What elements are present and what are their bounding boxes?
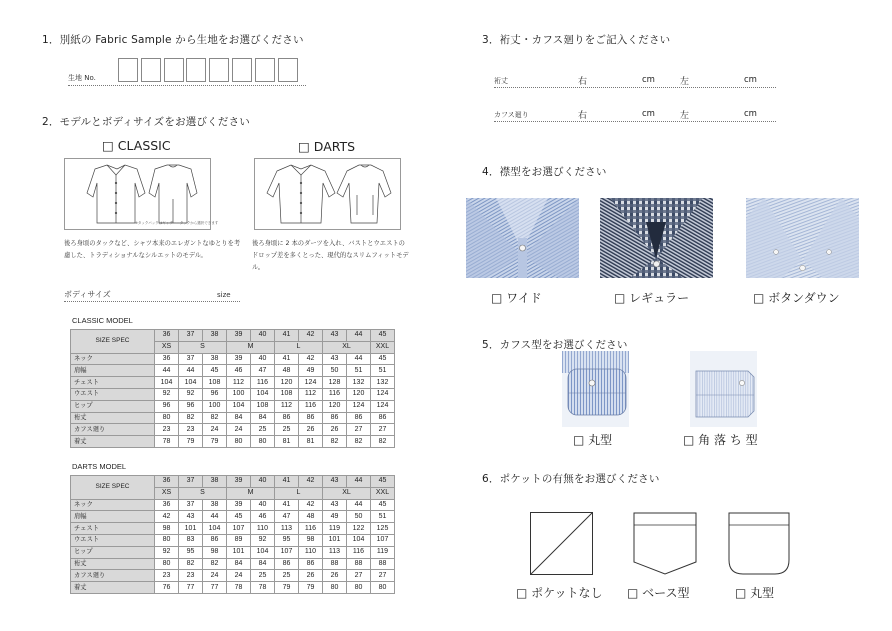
table-cell: 81 — [275, 436, 299, 448]
fabric-digit-box[interactable] — [255, 58, 275, 82]
table-cell: 25 — [275, 424, 299, 436]
table-cell: 92 — [179, 388, 203, 400]
table-cell: 23 — [155, 424, 179, 436]
table-row — [71, 546, 395, 558]
table-cell: 80 — [155, 558, 179, 570]
size-header: 39 — [227, 330, 251, 342]
table-row — [71, 558, 395, 570]
table-cell: 45 — [227, 511, 251, 523]
table-cell: 23 — [179, 424, 203, 436]
table-row — [71, 534, 395, 546]
darts-option[interactable]: □ DARTS — [298, 139, 356, 154]
table-row — [71, 412, 395, 424]
size-spec-header: SIZE SPEC — [71, 476, 155, 500]
size-group: S — [179, 341, 227, 353]
cuff-angled-photo[interactable] — [690, 351, 757, 427]
table-cell: 86 — [323, 412, 347, 424]
table-cell: 88 — [347, 558, 371, 570]
table-cell: 24 — [227, 570, 251, 582]
table-cell: 39 — [227, 499, 251, 511]
collar-regular-option[interactable]: □ レギュラー — [614, 291, 690, 305]
fabric-digit-box[interactable] — [164, 58, 184, 82]
table-cell: 49 — [299, 365, 323, 377]
table-row — [71, 388, 395, 400]
table-cell: 101 — [227, 546, 251, 558]
table-cell: 43 — [323, 499, 347, 511]
table-cell: 80 — [251, 436, 275, 448]
fabric-digit-box[interactable] — [118, 58, 138, 82]
row-label: ウエスト — [71, 534, 155, 546]
table-cell: 86 — [299, 558, 323, 570]
row-label: 肩幅 — [71, 511, 155, 523]
table-cell: 79 — [275, 582, 299, 594]
table-cell: 82 — [371, 436, 395, 448]
table-cell: 108 — [275, 388, 299, 400]
table-cell: 27 — [371, 424, 395, 436]
fabric-digit-box[interactable] — [209, 58, 229, 82]
table-cell: 23 — [179, 570, 203, 582]
size-group: XS — [155, 487, 179, 499]
table-cell: 98 — [299, 534, 323, 546]
size-group: M — [227, 341, 275, 353]
table-cell: 47 — [275, 511, 299, 523]
table-cell: 84 — [251, 558, 275, 570]
table-row — [71, 400, 395, 412]
table-cell: 39 — [227, 353, 251, 365]
table-cell: 104 — [203, 523, 227, 535]
table-cell: 41 — [275, 499, 299, 511]
table-cell: 45 — [371, 353, 395, 365]
table-cell: 37 — [179, 499, 203, 511]
table-cell: 44 — [347, 499, 371, 511]
table-cell: 124 — [299, 377, 323, 389]
table-cell: 82 — [323, 436, 347, 448]
table-cell: 92 — [251, 534, 275, 546]
table-cell: 84 — [227, 558, 251, 570]
table-cell: 101 — [179, 523, 203, 535]
table-cell: 116 — [347, 546, 371, 558]
table-cell: 80 — [227, 436, 251, 448]
size-header: 41 — [275, 476, 299, 488]
darts-size-table — [70, 475, 395, 594]
pocket-base-illustration[interactable] — [633, 512, 697, 575]
cm-unit: cm — [744, 75, 757, 85]
cm-unit: cm — [642, 109, 655, 119]
table-cell: 96 — [179, 400, 203, 412]
table-cell: 107 — [227, 523, 251, 535]
table-cell: 50 — [347, 511, 371, 523]
size-header: 43 — [323, 330, 347, 342]
size-group: L — [275, 341, 323, 353]
table-cell: 104 — [251, 388, 275, 400]
table-row — [71, 436, 395, 448]
table-cell: 51 — [371, 365, 395, 377]
size-group: XL — [323, 341, 371, 353]
table-cell: 25 — [251, 570, 275, 582]
table-cell: 82 — [179, 558, 203, 570]
table-row — [71, 499, 395, 511]
table-cell: 96 — [155, 400, 179, 412]
section-4-title: 4．襟型をお選びください — [482, 166, 607, 178]
table-cell: 80 — [155, 534, 179, 546]
table-cell: 80 — [155, 412, 179, 424]
table-cell: 82 — [179, 412, 203, 424]
classic-option[interactable]: □ CLASSIC — [102, 138, 171, 153]
size-header: 40 — [251, 330, 275, 342]
table-cell: 82 — [203, 412, 227, 424]
row-label: チェスト — [71, 377, 155, 389]
table-cell: 27 — [347, 570, 371, 582]
size-header: 38 — [203, 476, 227, 488]
fabric-digit-box[interactable] — [232, 58, 252, 82]
pocket-round-illustration[interactable] — [728, 512, 790, 575]
table-cell: 107 — [371, 534, 395, 546]
table-cell: 98 — [155, 523, 179, 535]
table-cell: 86 — [299, 412, 323, 424]
table-cell: 86 — [371, 412, 395, 424]
table-cell: 86 — [203, 534, 227, 546]
row-label: ウエスト — [71, 388, 155, 400]
table-cell: 27 — [347, 424, 371, 436]
size-header: 36 — [155, 330, 179, 342]
table-cell: 92 — [155, 546, 179, 558]
table-cell: 125 — [371, 523, 395, 535]
table-cell: 124 — [371, 388, 395, 400]
row-label: 着丈 — [71, 582, 155, 594]
table-cell: 104 — [155, 377, 179, 389]
table-cell: 26 — [323, 570, 347, 582]
table-cell: 112 — [227, 377, 251, 389]
table-cell: 25 — [275, 570, 299, 582]
table-cell: 84 — [251, 412, 275, 424]
table-cell: 24 — [203, 570, 227, 582]
table-cell: 43 — [179, 511, 203, 523]
size-group: XL — [323, 487, 371, 499]
collar-wide-option[interactable]: □ ワイド — [491, 291, 542, 305]
table-cell: 116 — [251, 377, 275, 389]
section-1-title: 1．別紙の Fabric Sample から生地をお選びください — [42, 34, 304, 46]
cuff-circumference-field[interactable] — [494, 108, 776, 122]
table-cell: 24 — [227, 424, 251, 436]
wide-collar-icon — [466, 198, 579, 278]
collar-regular-photo[interactable] — [600, 198, 713, 278]
sleeve-length-field[interactable] — [494, 74, 776, 88]
right-label: 右 — [578, 111, 588, 121]
darts-shirt-illustration — [254, 158, 401, 230]
size-group: XS — [155, 341, 179, 353]
table-cell: 83 — [179, 534, 203, 546]
table-cell: 44 — [347, 353, 371, 365]
table-cell: 26 — [323, 424, 347, 436]
table-cell: 38 — [203, 353, 227, 365]
classic-illustration-note: ※タックバックはギャザー・タックから選択できます — [135, 221, 219, 225]
no-pocket-icon — [530, 512, 593, 575]
size-header: 43 — [323, 476, 347, 488]
sleeve-length-label: 裄丈 — [494, 77, 508, 85]
table-cell: 36 — [155, 353, 179, 365]
table-cell: 124 — [347, 400, 371, 412]
table-cell: 45 — [203, 365, 227, 377]
table-cell: 38 — [203, 499, 227, 511]
table-cell: 46 — [227, 365, 251, 377]
table-cell: 44 — [155, 365, 179, 377]
table-cell: 77 — [179, 582, 203, 594]
round-cuff-icon — [562, 351, 629, 427]
fabric-number-label: 生地 No. — [68, 74, 96, 82]
cm-unit: cm — [642, 75, 655, 85]
table-cell: 76 — [155, 582, 179, 594]
table-cell: 79 — [299, 582, 323, 594]
fabric-digit-box[interactable] — [186, 58, 206, 82]
table-cell: 40 — [251, 353, 275, 365]
table-cell: 132 — [371, 377, 395, 389]
size-header: 36 — [155, 476, 179, 488]
row-label: ネック — [71, 353, 155, 365]
table-cell: 81 — [299, 436, 323, 448]
table-cell: 116 — [299, 400, 323, 412]
pocket-none-option[interactable]: □ ポケットなし — [516, 586, 603, 600]
table-cell: 45 — [371, 499, 395, 511]
table-cell: 78 — [227, 582, 251, 594]
table-cell: 78 — [251, 582, 275, 594]
table-cell: 42 — [155, 511, 179, 523]
table-cell: 86 — [275, 412, 299, 424]
left-label: 左 — [680, 111, 690, 121]
section-2-title: 2．モデルとボディサイズをお選びください — [42, 116, 250, 128]
pocket-base-option[interactable]: □ ベース型 — [627, 586, 690, 600]
size-group: L — [275, 487, 323, 499]
darts-description: 後ろ身頃に 2 本のダーツを入れ、バストとウエストのドロップ差を多くとった、現代的なスリムフィットモデル。 — [252, 240, 409, 271]
table-cell: 37 — [179, 353, 203, 365]
table-cell: 122 — [347, 523, 371, 535]
row-label: カフス廻り — [71, 570, 155, 582]
row-label: ヒップ — [71, 400, 155, 412]
table-cell: 88 — [371, 558, 395, 570]
table-cell: 44 — [203, 511, 227, 523]
cuff-angled-option[interactable]: □ 角 落 ち 型 — [683, 433, 758, 447]
classic-shirt-illustration — [64, 158, 219, 230]
table-row — [71, 424, 395, 436]
table-cell: 107 — [275, 546, 299, 558]
table-cell: 77 — [203, 582, 227, 594]
fabric-digit-box[interactable] — [278, 58, 298, 82]
classic-table-title: CLASSIC MODEL — [72, 316, 133, 325]
size-table — [70, 329, 395, 448]
table-cell: 41 — [275, 353, 299, 365]
table-cell: 51 — [371, 511, 395, 523]
table-row — [71, 523, 395, 535]
row-label: チェスト — [71, 523, 155, 535]
size-unit-label: size — [217, 291, 231, 299]
table-cell: 104 — [347, 534, 371, 546]
table-cell: 104 — [179, 377, 203, 389]
table-cell: 48 — [275, 365, 299, 377]
row-label: カフス廻り — [71, 424, 155, 436]
table-cell: 80 — [347, 582, 371, 594]
table-cell: 112 — [275, 400, 299, 412]
darts-table-title: DARTS MODEL — [72, 462, 127, 471]
table-cell: 86 — [275, 558, 299, 570]
classic-description: 後ろ身頃のタックなど、シャツ本来のエレガントなゆとりを考慮した、トラディショナルなシルエットのモデル。 — [64, 240, 241, 259]
size-table — [70, 475, 395, 594]
table-cell: 84 — [227, 412, 251, 424]
body-size-field[interactable] — [64, 288, 240, 302]
table-cell: 132 — [347, 377, 371, 389]
table-cell: 46 — [251, 511, 275, 523]
size-group: XXL — [371, 487, 395, 499]
table-cell: 47 — [251, 365, 275, 377]
table-cell: 79 — [179, 436, 203, 448]
table-cell: 78 — [155, 436, 179, 448]
table-row — [71, 353, 395, 365]
size-group: S — [179, 487, 227, 499]
table-cell: 100 — [203, 400, 227, 412]
table-cell: 96 — [203, 388, 227, 400]
table-cell: 119 — [371, 546, 395, 558]
table-cell: 44 — [179, 365, 203, 377]
table-cell: 100 — [227, 388, 251, 400]
size-header: 45 — [371, 330, 395, 342]
regular-collar-icon — [600, 198, 713, 278]
table-cell: 120 — [275, 377, 299, 389]
table-row — [71, 377, 395, 389]
table-cell: 101 — [323, 534, 347, 546]
size-header: 37 — [179, 476, 203, 488]
table-row — [71, 511, 395, 523]
section-3-title: 3．裄丈・カフス廻りをご記入ください — [482, 34, 671, 46]
size-header: 45 — [371, 476, 395, 488]
size-header: 42 — [299, 330, 323, 342]
cm-unit: cm — [744, 109, 757, 119]
size-header: 40 — [251, 476, 275, 488]
table-cell: 128 — [323, 377, 347, 389]
table-cell: 24 — [203, 424, 227, 436]
size-group: XXL — [371, 341, 395, 353]
row-label: 裄丈 — [71, 558, 155, 570]
cuff-round-option[interactable]: □ 丸型 — [573, 433, 613, 447]
body-size-label: ボディサイズ — [64, 290, 111, 299]
table-row — [71, 582, 395, 594]
table-cell: 86 — [347, 412, 371, 424]
table-cell: 113 — [275, 523, 299, 535]
size-header: 44 — [347, 330, 371, 342]
table-cell: 88 — [323, 558, 347, 570]
table-cell: 113 — [323, 546, 347, 558]
classic-size-table — [70, 329, 395, 448]
size-spec-header: SIZE SPEC — [71, 330, 155, 354]
table-cell: 25 — [251, 424, 275, 436]
size-header: 41 — [275, 330, 299, 342]
table-cell: 49 — [323, 511, 347, 523]
table-cell: 108 — [251, 400, 275, 412]
right-label: 右 — [578, 77, 588, 87]
pocket-round-option[interactable]: □ 丸型 — [735, 586, 775, 600]
table-cell: 95 — [275, 534, 299, 546]
section-6-title: 6．ポケットの有無をお選びください — [482, 473, 660, 485]
collar-buttondown-photo[interactable] — [746, 198, 859, 278]
table-row — [71, 365, 395, 377]
table-cell: 89 — [227, 534, 251, 546]
base-pocket-icon — [633, 512, 697, 575]
table-cell: 95 — [179, 546, 203, 558]
table-row — [71, 570, 395, 582]
button-down-collar-icon — [746, 198, 859, 278]
table-cell: 43 — [323, 353, 347, 365]
cuff-round-photo[interactable] — [562, 351, 629, 427]
table-cell: 36 — [155, 499, 179, 511]
row-label: 肩幅 — [71, 365, 155, 377]
table-cell: 42 — [299, 499, 323, 511]
table-cell: 108 — [203, 377, 227, 389]
angled-cuff-icon — [690, 351, 757, 427]
table-cell: 48 — [299, 511, 323, 523]
table-cell: 98 — [203, 546, 227, 558]
table-cell: 82 — [203, 558, 227, 570]
round-pocket-icon — [728, 512, 790, 575]
table-cell: 51 — [347, 365, 371, 377]
shirt-icon — [255, 159, 402, 231]
table-cell: 23 — [155, 570, 179, 582]
size-header: 37 — [179, 330, 203, 342]
left-label: 左 — [680, 77, 690, 87]
table-cell: 104 — [251, 546, 275, 558]
cuff-circumference-label: カフス廻り — [494, 111, 529, 119]
table-cell: 110 — [299, 546, 323, 558]
table-cell: 116 — [323, 388, 347, 400]
table-cell: 112 — [299, 388, 323, 400]
table-cell: 92 — [155, 388, 179, 400]
size-header: 39 — [227, 476, 251, 488]
table-cell: 80 — [371, 582, 395, 594]
section-5-title: 5．カフス型をお選びください — [482, 339, 628, 351]
table-cell: 27 — [371, 570, 395, 582]
table-cell: 119 — [323, 523, 347, 535]
size-group: M — [227, 487, 275, 499]
row-label: 裄丈 — [71, 412, 155, 424]
table-cell: 110 — [251, 523, 275, 535]
row-label: ネック — [71, 499, 155, 511]
pocket-none-illustration[interactable] — [530, 512, 593, 575]
table-cell: 82 — [347, 436, 371, 448]
table-cell: 80 — [323, 582, 347, 594]
collar-wide-photo[interactable] — [466, 198, 579, 278]
size-header: 42 — [299, 476, 323, 488]
size-header: 44 — [347, 476, 371, 488]
table-cell: 124 — [371, 400, 395, 412]
collar-buttondown-option[interactable]: □ ボタンダウン — [753, 291, 840, 305]
table-cell: 42 — [299, 353, 323, 365]
table-cell: 26 — [299, 570, 323, 582]
table-cell: 104 — [227, 400, 251, 412]
row-label: 着丈 — [71, 436, 155, 448]
table-cell: 120 — [347, 388, 371, 400]
fabric-number-field[interactable] — [68, 58, 306, 86]
fabric-digit-box[interactable] — [141, 58, 161, 82]
size-header: 38 — [203, 330, 227, 342]
table-cell: 40 — [251, 499, 275, 511]
row-label: ヒップ — [71, 546, 155, 558]
table-cell: 116 — [299, 523, 323, 535]
table-cell: 79 — [203, 436, 227, 448]
table-cell: 120 — [323, 400, 347, 412]
table-cell: 50 — [323, 365, 347, 377]
table-cell: 26 — [299, 424, 323, 436]
